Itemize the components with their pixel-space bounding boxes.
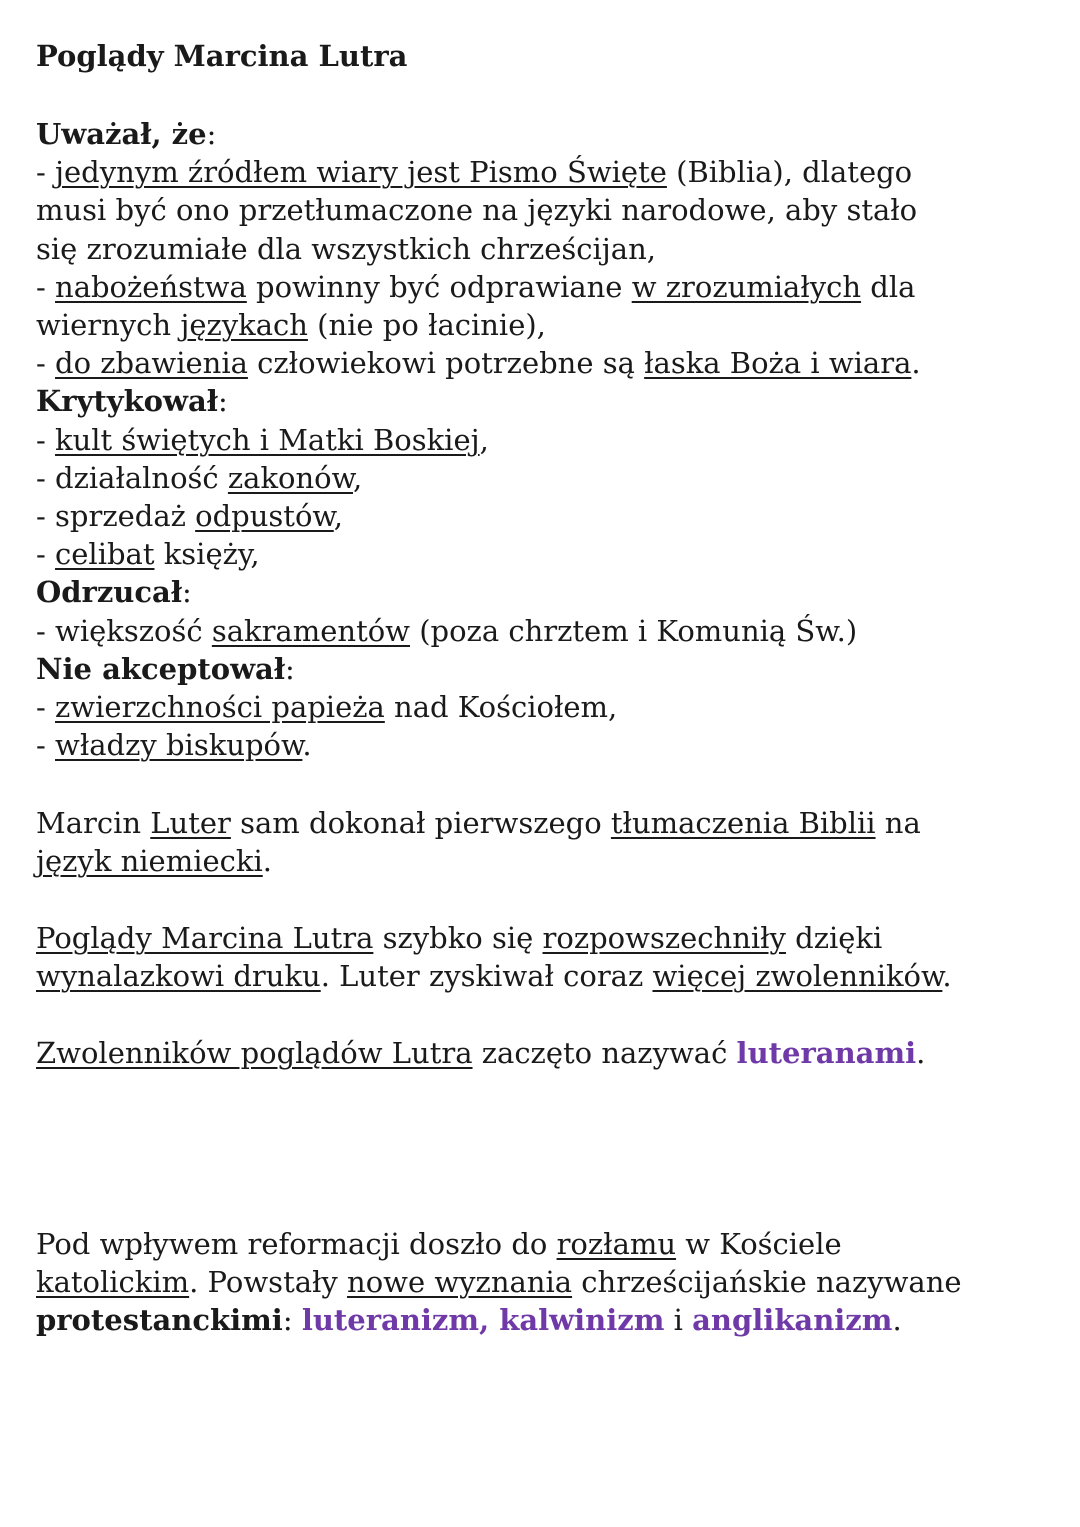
list-item: - większość sakramentów (poza chrztem i Komunią Św.) <box>36 613 858 648</box>
list-item: - władzy biskupów. <box>36 728 312 763</box>
term-anglikanizm: anglikanizm <box>692 1303 893 1338</box>
heading-krytykowal: Krytykował: <box>36 384 228 419</box>
paragraph-spread: Poglądy Marcina Lutra szybko się rozpowszechniły dzięki wynalazkowi druku. Luter zyskiwał coraz więcej zwolenników. <box>36 921 952 994</box>
list-item: - sprzedaż odpustów, <box>36 499 344 534</box>
term-luteranami: luteranami <box>736 1036 917 1070</box>
list-item: - kult świętych i Matki Boskiej, <box>36 422 489 457</box>
list-item: - celibat księży, <box>36 537 260 572</box>
list-item: - zwierzchności papieża nad Kościołem, <box>36 690 618 725</box>
heading-odrzucal: Odrzucał: <box>36 575 192 610</box>
list-item: - do zbawienia człowiekowi potrzebne są łaska Boża i wiara. <box>36 346 921 381</box>
list-item: - działalność zakonów, <box>36 460 363 495</box>
term-luteranizm-kalwinizm: luteranizm, kalwinizm <box>301 1303 665 1338</box>
paragraph-lutherans: Zwolenników poglądów Lutra zaczęto nazywać luteranami. <box>36 1036 926 1070</box>
heading-uwazal: Uważał, że: <box>36 117 217 151</box>
list-item-cont: się zrozumiałe dla wszystkich chrześcijan, <box>36 231 656 266</box>
list-item: - jedynym źródłem wiary jest Pismo Święte (Biblia), dlatego <box>36 155 913 190</box>
paragraph-reformation: Pod wpływem reformacji doszło do rozłamu w Kościele katolickim. Powstały nowe wyznania chrześcijańskie nazywane protestanckimi: luteranizm, kalwinizm i anglikanizm. <box>36 1227 962 1338</box>
list-item-cont: wiernych językach (nie po łacinie), <box>36 308 546 343</box>
heading-nie-akceptowal: Nie akceptował: <box>36 651 295 686</box>
list-item: - nabożeństwa powinny być odprawiane w zrozumiałych dla <box>36 269 916 304</box>
page-title: Poglądy Marcina Lutra <box>36 39 408 73</box>
main-list-block <box>36 115 1046 764</box>
paragraph-translation: Marcin Luter sam dokonał pierwszego tłumaczenia Biblii na język niemiecki. <box>36 806 921 879</box>
list-item-cont: musi być ono przetłumaczone na języki narodowe, aby stało <box>36 193 918 228</box>
